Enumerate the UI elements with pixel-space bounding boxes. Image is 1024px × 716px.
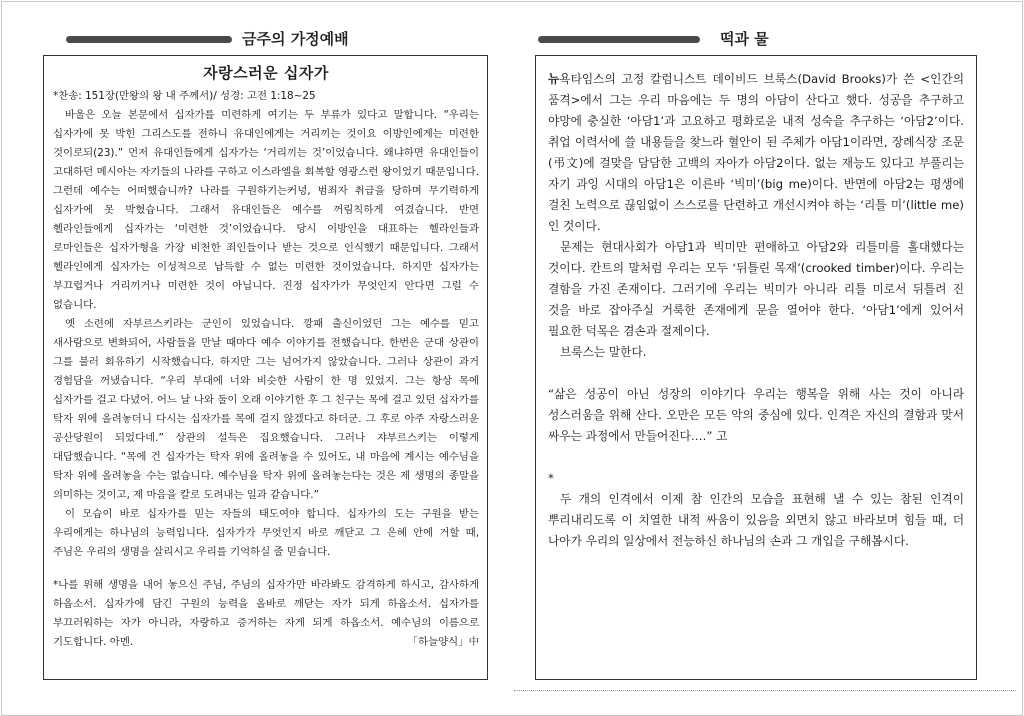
essay-gap-1 [548, 363, 964, 384]
sermon-prayer: *나를 위해 생명을 내어 놓으신 주님, 주님의 십자가만 바라봐도 감격하게 하시고, 감사하게 하옵소서. 십자가에 담긴 구원의 능력을 올바로 깨닫는 자가 되게 하옵소서. 십자가를 부끄러워하는 자가 아니라, 자랑하고 증거하는 자게 되게 하옵소서. 예수님의 이름으로 기도합니다. 아멘. [53, 579, 479, 648]
essay-separator: * [548, 471, 554, 485]
right-column-header [538, 28, 968, 50]
essay-paragraph-3: 브룩스는 말한다. [560, 345, 647, 359]
essay-paragraph-2: 문제는 현대사회가 아담1과 빅미만 편애하고 아담2와 리틀미를 홀대했다는 것이다. 칸트의 말처럼 우리는 모두 ‘뒤틀린 목재’(crooked timber)이다. 우리는 결함을 가진 존재이다. 그러기에 우리는 빅미가 아니라 리틀 미로서 뒤틀려 진 것을 바로 잡아주실 거룩한 존재에게 문을 열어야 한다. ‘아담1’에게 있어서 필요한 덕목은 겸손과 절제이다. [548, 240, 964, 338]
sermon-source: 「하늘양식」中 [407, 636, 479, 648]
sermon-gap [53, 562, 479, 576]
essay-lead-char: 뉴 [548, 72, 560, 86]
essay-paragraph-1 [548, 69, 964, 237]
essay-gap-2 [548, 447, 964, 468]
sermon-box [43, 55, 488, 680]
sermon-paragraph-3: 이 모습이 바로 십자가를 믿는 자들의 태도여야 합니다. 십자가의 도는 구원을 받는 우리에게는 하나님의 능력입니다. 십자가가 무엇인지 바로 깨닫고 그 은혜 안에 거할 때, 주님은 우리의 생명을 살리시고 우리를 기억하실 줄 믿습니다. [53, 508, 479, 558]
right-header-title: 떡과 물 [720, 30, 769, 48]
essay-quote: “삶은 성공이 아닌 성장의 이야기다 우리는 행복을 위해 사는 것이 아니라 성스러움을 위해 산다. 오만은 모든 악의 중심에 있다. 인격은 자신의 결함과 맞서 싸우는 과정에서 만들어진다….” 고 [548, 387, 964, 443]
essay-box [535, 55, 977, 680]
sermon-paragraph-2: 옛 소련에 자부르스키라는 군인이 있었습니다. 깡패 출신이었던 그는 예수를 믿고 새사람으로 변화되어, 사람들을 만날 때마다 예수 이야기를 전했습니다. 한번은 군대 상관이 그를 불러 회유하기 시작했습니다. 하지만 그는 넘어가지 않았습니다. 그러나 상관이 과거 경험담을 꺼냈습니다. “우리 부대에 너와 비슷한 사람이 한 명 있었지. 그는 항상 목에 십자가를 걸고 다녔어. 어느 날 나와 둘이 오래 이야기한 후 그 친구는 목에 걸고 있던 십자가를 탁자 위에 올려놓더니 다시는 십자가를 목에 걸지 않겠다고 하더군. 그 후로 아주 자랑스러운 공산당원이 되었다네.” 상관의 설득은 집요했습니다. 그러나 쟈부르스키는 이렇게 대답했습니다. “목에 건 십자가는 탁자 위에 올려놓을 수 있어도, 내 마음에 계시는 예수님을 탁자 위에 올려놓을 수는 없습니다. 예수님을 탁자 위에 올려놓는다는 것은 제 생명의 종말을 의미하는 것이고, 제 마음을 칼로 도려내는 일과 같습니다.” [53, 318, 479, 501]
essay-paragraph-1-text: 욕타임스의 고정 칼럼니스트 데이비드 브룩스(David Brooks)가 쓴 <인간의 품격>에서 그는 우리 마음에는 두 명의 아담이 산다고 했다. 성공을 추구하고 야망에 충실한 ‘아담1’과 고요하고 평화로운 내적 성숙을 추구하는 ‘아담2’이다. 취업 이력서에 쓸 내용들을 찾느라 혈안이 된 주체가 아담1이라면, 장례식장 조문(弔文)에 걸맞을 담담한 고백의 자아가 아담2이다. 없는 재능도 있다고 부풀리는 자기 과잉 시대의 아담1은 이른바 ‘빅미’(big me)이다. 반면에 아담2는 평생에 걸친 노력으로 끊임없이 스스로를 단련하고 개선시켜야 하는 ‘리틀 미’(little me)인 것이다. [548, 72, 964, 233]
left-header-bar [66, 36, 232, 43]
left-column-header [66, 28, 486, 50]
sermon-prayer-block [53, 576, 479, 652]
sermon-paragraph-1: 바울은 오늘 본문에서 십자가를 미련하게 여기는 두 부류가 있다고 말합니다. “우리는 십자가에 못 박힌 그리스도를 전하니 유대인에게는 거리끼는 것이요 이방인에게는 미련한 것이로되(23).” 먼저 유대인들에게 십자가는 ‘거리끼는 것’이었습니다. 왜냐하면 유대인들이 고대하던 메시아는 자기들의 나라를 구하고 이스라엘을 회복할 영광스런 왕이었기 때문입니다. 그런데 예수는 어떠했습니까? 나라를 구원하기는커녕, 범죄자 취급을 당하며 무기력하게 십자가에 못 박혔습니다. 그래서 유대인들은 예수를 꺼림칙하게 여겼습니다. 반면 헬라인들에게 십자가는 ‘미련한 것’이었습니다. 당시 이방인을 대표하는 헬라인들과 로마인들은 십자가형을 가장 비천한 죄인들이나 받는 것으로 인식했기 때문입니다. 그래서 헬라인에게 십자가는 이성적으로 납득할 수 없는 미련한 것이었습니다. 하지만 십자가는 부끄럽거나 거리끼거나 미련한 것이 아닙니다. 진정 십자가가 무엇인지 안다면 그럴 수 없습니다. [53, 109, 479, 311]
right-header-bar [538, 36, 700, 43]
left-header-title: 금주의 가정예배 [242, 30, 349, 48]
essay-paragraph-4: 두 개의 인격에서 이제 참 인간의 모습을 표현해 낼 수 있는 참된 인격이 뿌리내리도록 이 치열한 내적 싸움이 있음을 외면치 않고 바라보며 힘들 때, 더 나아가 우리의 일상에서 전능하신 하나님의 손과 그 개입을 구해봅시다. [548, 492, 964, 548]
page-bottom-dotted-line [514, 690, 1016, 691]
sermon-info: *찬송: 151장(만왕의 왕 내 주께서)/ 성경: 고전 1:18~25 [53, 90, 316, 102]
sermon-title: 자랑스러운 십자가 [203, 64, 329, 82]
